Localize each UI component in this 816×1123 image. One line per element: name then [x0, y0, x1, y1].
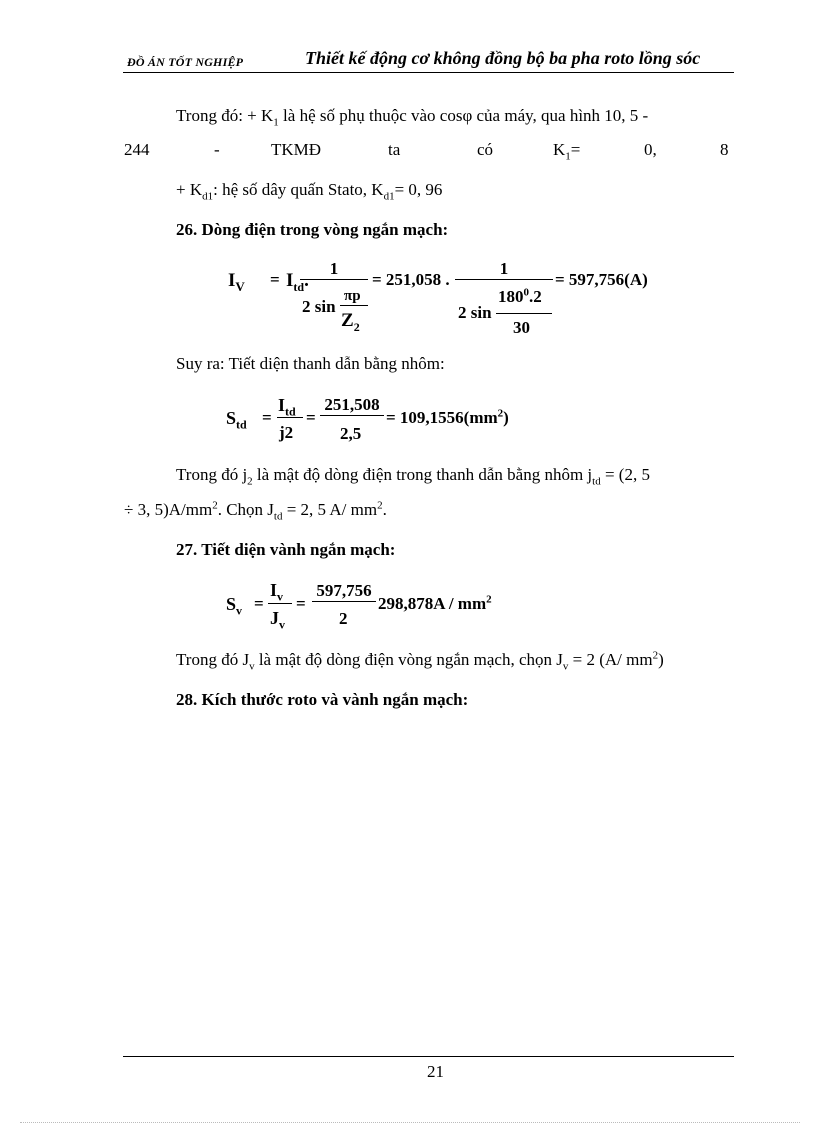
text: 8	[720, 140, 729, 159]
section-heading-26: 26. Dòng điện trong vòng ngắn mạch:	[176, 220, 449, 239]
text: =	[262, 408, 272, 427]
subscript: 2	[353, 319, 360, 334]
text: .	[304, 270, 309, 291]
numerator: 251,508	[324, 395, 380, 414]
fraction-bar	[496, 313, 552, 314]
fraction-bar	[455, 279, 553, 280]
fraction-bar	[312, 601, 376, 602]
text: =	[254, 594, 264, 613]
text: = 2 (A/ mm	[568, 650, 653, 669]
text: 180	[498, 287, 524, 306]
text: I	[278, 395, 286, 415]
text: 2 sin	[302, 297, 336, 316]
superscript: 2	[652, 649, 659, 662]
eq-result	[378, 594, 492, 614]
text: J	[270, 608, 279, 628]
k1-value-label	[553, 140, 581, 163]
text: là mật độ dòng điện vòng ngắn mạch, chọn J	[254, 650, 563, 669]
section-heading-27: 27. Tiết diện vành ngắn mạch:	[176, 540, 396, 559]
eq-lhs	[226, 594, 243, 618]
subscript: td	[273, 510, 283, 523]
eq-lhs	[226, 408, 247, 432]
text: 0,	[644, 140, 657, 159]
text: . Chọn J	[217, 500, 274, 519]
text: 2	[339, 609, 348, 628]
text: = (2, 5	[600, 465, 650, 484]
text: I	[286, 270, 294, 291]
subscript: v	[236, 603, 243, 618]
subscript: v	[277, 589, 284, 604]
text: 244	[124, 140, 150, 159]
superscript: 2	[486, 593, 492, 606]
paragraph-kd1	[176, 180, 443, 203]
subscript: td	[285, 404, 296, 419]
fraction-bar	[277, 417, 303, 418]
superscript: 2	[212, 499, 218, 512]
subscript: v	[249, 660, 255, 673]
fraction-4	[312, 581, 376, 602]
text: I	[270, 580, 278, 600]
paragraph-jtd	[124, 499, 387, 523]
text: =	[570, 140, 581, 159]
superscript: 0	[523, 286, 529, 299]
numerator: 1	[499, 259, 509, 278]
text: = 2, 5 A/ mm	[282, 500, 378, 519]
text: S	[226, 594, 237, 614]
paragraph-j2	[176, 465, 650, 488]
text: j2	[279, 423, 294, 442]
text: πp	[344, 288, 361, 304]
text: -	[214, 140, 220, 159]
text: có	[477, 140, 494, 159]
superscript: 2	[377, 499, 383, 512]
numerator: 597,756	[316, 581, 372, 600]
eq-lhs	[228, 270, 245, 292]
text: 298,878A / mm	[378, 594, 487, 613]
text: Trong đó j	[176, 465, 248, 484]
fraction-bar	[268, 603, 292, 604]
numerator	[270, 580, 284, 604]
paragraph-k1-line1	[176, 106, 649, 129]
header-right-title: Thiết kế động cơ không đồng bộ ba pha roto lồng sóc	[305, 48, 701, 68]
text: TKMĐ	[271, 140, 322, 159]
text: =	[296, 594, 306, 613]
page-number: 21	[427, 1062, 444, 1081]
text: I	[228, 270, 236, 291]
fraction-bar	[320, 415, 384, 416]
text: .	[382, 500, 387, 519]
text: = 251,058 .	[372, 270, 450, 289]
text: S	[226, 408, 237, 428]
numerator	[278, 395, 296, 419]
eq-result	[386, 408, 509, 428]
fraction-bar	[300, 279, 368, 280]
fraction-3	[320, 395, 384, 416]
subscript: td	[236, 417, 247, 432]
subscript: V	[235, 278, 245, 294]
eq-180	[498, 287, 542, 307]
subscript: v	[279, 617, 285, 632]
text: 2,5	[340, 424, 362, 443]
text: = 597,756(A)	[555, 270, 648, 289]
text: là hệ số phụ thuộc vào cosφ của máy, qua hình 10, 5 -	[278, 106, 649, 125]
text: : hệ số dây quấn Stato, K	[213, 180, 384, 199]
header-rule	[123, 72, 734, 73]
subscript: 2	[247, 475, 253, 488]
subscript: td	[293, 279, 305, 294]
numerator: 1	[329, 259, 339, 278]
section-heading-28: 28. Kích thước roto và vành ngắn mạch:	[176, 690, 469, 709]
superscript: 2	[497, 407, 504, 420]
paragraph-jv	[176, 649, 664, 673]
text: Z	[341, 310, 354, 331]
fraction-1	[300, 259, 368, 280]
subscript: d1	[202, 190, 214, 203]
subscript: d1	[383, 190, 395, 203]
text: 2 sin	[458, 303, 492, 322]
subscript: 1	[565, 150, 571, 163]
text: .2	[529, 287, 542, 306]
text-suy-ra: Suy ra: Tiết diện thanh dẫn bằng nhôm:	[176, 354, 445, 373]
footer-rule	[123, 1056, 734, 1057]
eq-z2	[341, 310, 360, 332]
text: = 0, 96	[394, 180, 443, 199]
header-left-title: ĐỒ ÁN TỐT NGHIỆP	[127, 55, 244, 69]
text: =	[270, 270, 280, 289]
fraction-2	[455, 259, 553, 280]
subscript: 1	[273, 116, 279, 129]
text: )	[658, 650, 664, 669]
fraction-bar	[340, 305, 368, 306]
denominator	[270, 608, 285, 632]
text: Trong đó J	[176, 650, 250, 669]
text: =	[306, 408, 316, 427]
text: Trong đó: + K	[176, 106, 274, 125]
subscript: td	[592, 475, 601, 488]
text: + K	[176, 180, 203, 199]
text: )	[503, 408, 509, 427]
text: = 109,1556(mm	[386, 408, 498, 427]
text: là mật độ dòng điện trong thanh dẫn bằng nhôm j	[252, 465, 593, 484]
subscript: v	[562, 660, 569, 673]
text: ÷ 3, 5)A/mm	[124, 500, 213, 519]
text: ta	[388, 140, 401, 159]
text: 30	[513, 318, 530, 337]
text: K	[553, 140, 566, 159]
